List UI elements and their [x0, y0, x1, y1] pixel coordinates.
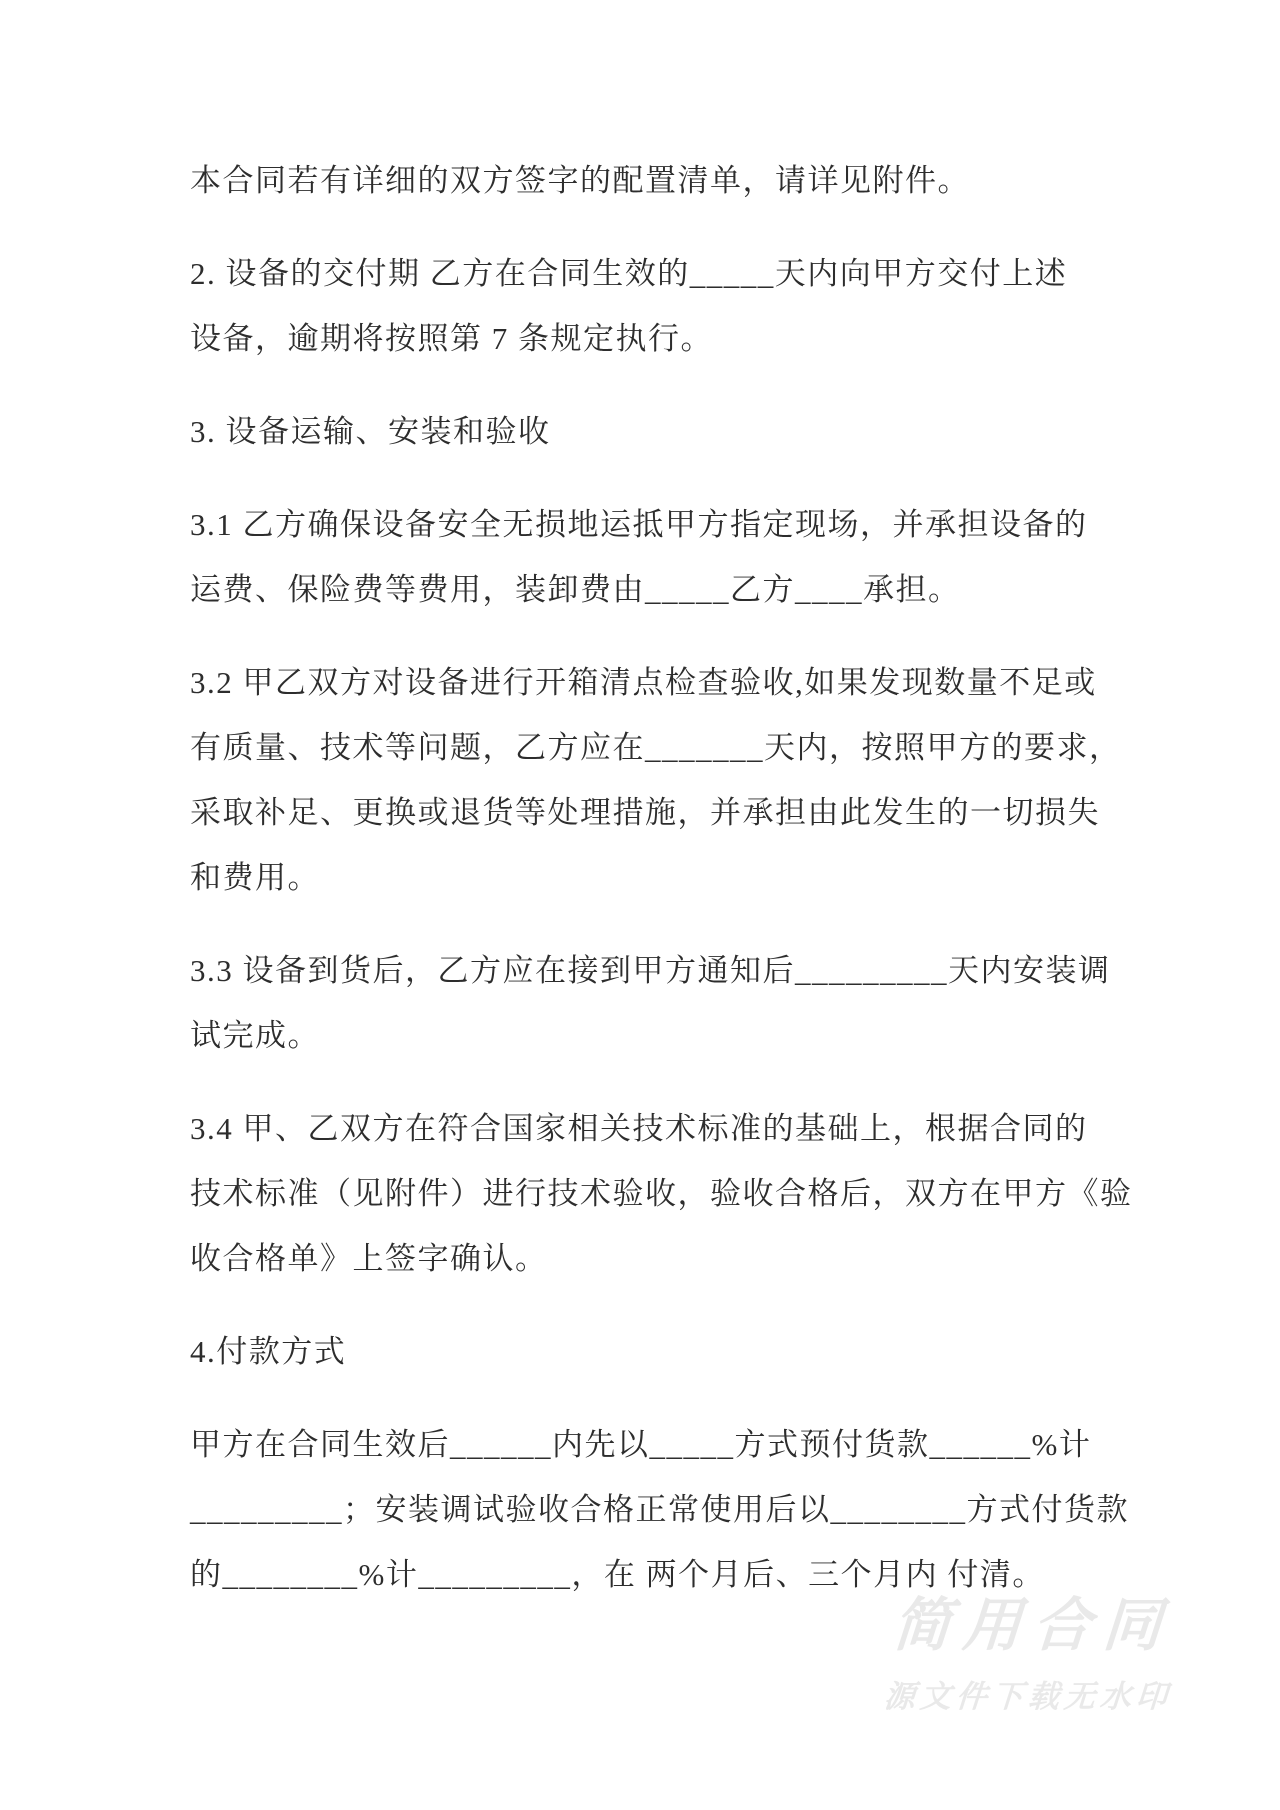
paragraph-5 — [190, 650, 1130, 910]
text-line: 甲方在合同生效后______内先以_____方式预付货款______%计 — [190, 1427, 1092, 1462]
text-line: 收合格单》上签字确认。 — [190, 1241, 548, 1276]
text-line: 3. 设备运输、安装和验收 — [190, 414, 551, 449]
paragraph-1 — [190, 148, 1130, 213]
paragraph-9 — [190, 1412, 1130, 1607]
section-heading-8 — [190, 1319, 1130, 1384]
text-line: 3.1 乙方确保设备安全无损地运抵甲方指定现场，并承担设备的 — [190, 507, 1088, 542]
text-line: 和费用。 — [190, 860, 320, 895]
text-line: 3.3 设备到货后，乙方应在接到甲方通知后_________天内安装调 — [190, 953, 1111, 988]
contract-body — [190, 148, 1133, 1635]
text-line: 设备，逾期将按照第 7 条规定执行。 — [190, 321, 713, 356]
text-line: 3.4 甲、乙双方在符合国家相关技术标准的基础上，根据合同的 — [190, 1111, 1088, 1146]
text-line: _________；安装调试验收合格正常使用后以________方式付货款 — [190, 1492, 1129, 1527]
text-line: 3.2 甲乙双方对设备进行开箱清点检查验收,如果发现数量不足或 — [190, 665, 1097, 700]
paragraph-7 — [190, 1096, 1133, 1291]
text-line: 运费、保险费等费用，装卸费由_____乙方____承担。 — [190, 572, 961, 607]
paragraph-2 — [190, 241, 1130, 371]
text-line: 技术标准（见附件）进行技术验收，验收合格后，双方在甲方《验 — [190, 1176, 1133, 1211]
text-line: 采取补足、更换或退货等处理措施，并承担由此发生的一切损失 — [190, 795, 1100, 830]
paragraph-4 — [190, 492, 1130, 622]
text-line: 试完成。 — [190, 1018, 320, 1053]
watermark-brand-text: 简用合同 — [890, 1591, 1176, 1659]
text-line: 有质量、技术等问题，乙方应在_______天内，按照甲方的要求， — [190, 730, 1122, 765]
text-line: 的________%计_________，在 两个月后、三个月内 付清。 — [190, 1557, 1045, 1592]
text-line: 2. 设备的交付期 乙方在合同生效的_____天内向甲方交付上述 — [190, 256, 1068, 291]
paragraph-6 — [190, 938, 1130, 1068]
text-line: 4.付款方式 — [190, 1334, 347, 1369]
text-line: 本合同若有详细的双方签字的配置清单，请详见附件。 — [190, 163, 970, 198]
section-heading-3 — [190, 399, 1130, 464]
watermark-tagline-text: 源文件下载无水印 — [882, 1678, 1174, 1715]
